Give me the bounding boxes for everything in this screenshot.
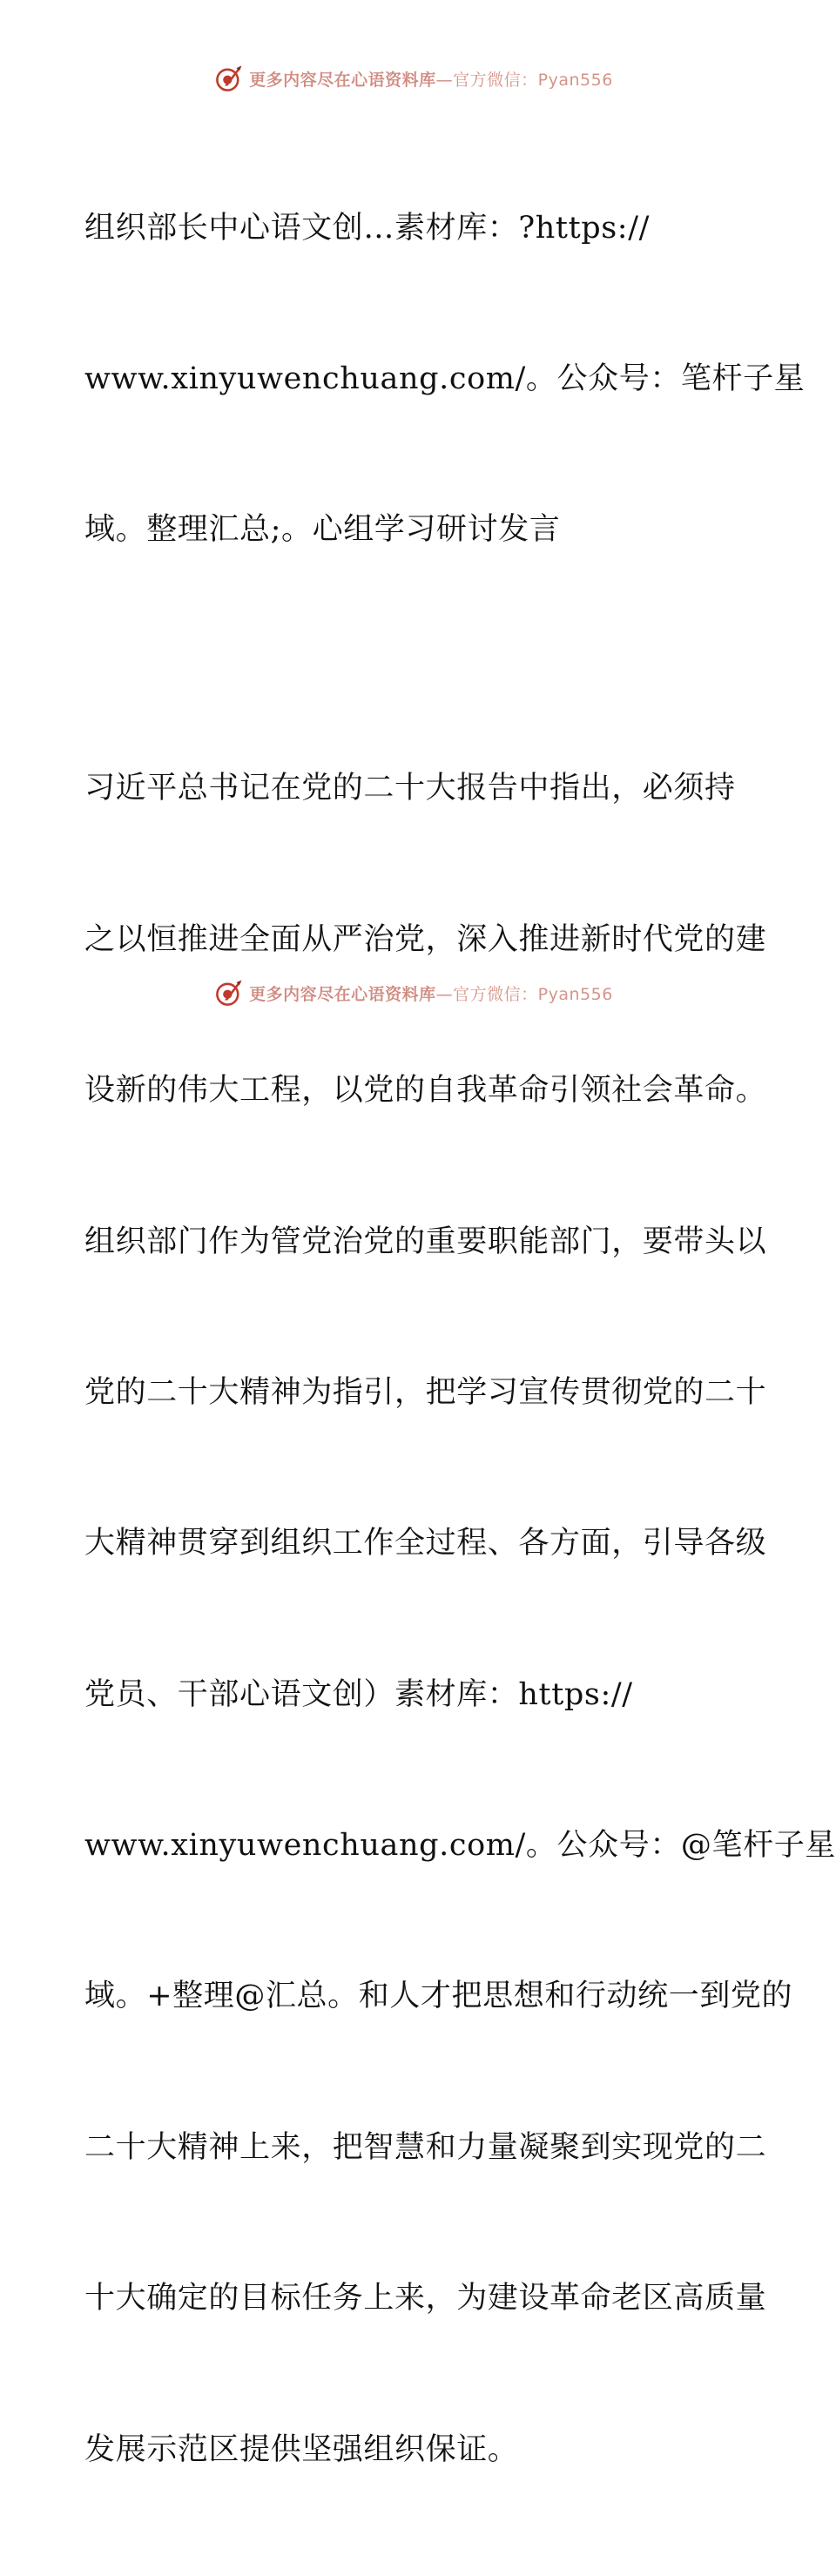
paragraph-line: 发展示范区提供坚强组织保证。 xyxy=(84,2431,519,2467)
quill-pen-circle-logo-icon xyxy=(214,64,244,93)
header-banner-text xyxy=(249,67,613,91)
footer-banner-main: 更多内容尽在心语资料库 xyxy=(249,984,436,1004)
paragraph-line: 党的二十大精神为指引，把学习宣传贯彻党的二十 xyxy=(84,1374,767,1410)
paragraph-line: 组织部长中心语文创…素材库：?https:// xyxy=(84,210,650,246)
paragraph-line: 二十大精神上来，把智慧和力量凝聚到实现党的二 xyxy=(84,2129,767,2165)
footer-banner-wechat: 官方微信：Pyan556 xyxy=(453,984,613,1004)
paragraph-line: www.xinyuwenchuang.com/。公众号：笔杆子星 xyxy=(84,361,806,396)
header-banner xyxy=(0,61,827,96)
paragraph-line: 党员、干部心语文创）素材库：https:// xyxy=(84,1676,633,1712)
header-banner-wechat: 官方微信：Pyan556 xyxy=(453,70,613,90)
paragraph-line: 习近平总书记在党的二十大报告中指出，必须持 xyxy=(84,771,736,806)
quill-pen-circle-logo-icon xyxy=(214,978,244,1008)
header-banner-separator: — xyxy=(435,70,454,90)
paragraph-line: 域。+整理@汇总。和人才把思想和行动统一到党的 xyxy=(84,1979,793,2014)
document-body xyxy=(84,103,836,2576)
paragraph-line: 大精神贯穿到组织工作全过程、各方面，引导各级 xyxy=(84,1526,767,1561)
paragraph-2 xyxy=(84,664,836,2576)
footer-banner xyxy=(0,975,827,1010)
paragraph-line: 组织部门作为管党治党的重要职能部门，要带头以 xyxy=(84,1224,767,1259)
footer-banner-text xyxy=(249,981,613,1005)
paragraph-line: 之以恒推进全面从严治党，深入推进新时代党的建 xyxy=(84,921,767,957)
paragraph-line: 域。整理汇总;。心组学习研讨发言 xyxy=(84,512,561,548)
paragraph-1 xyxy=(84,103,806,657)
paragraph-line: 十大确定的目标任务上来，为建设革命老区高质量 xyxy=(84,2281,767,2316)
header-banner-main: 更多内容尽在心语资料库 xyxy=(249,70,436,90)
paragraph-line: www.xinyuwenchuang.com/。公众号：@笔杆子星 xyxy=(84,1828,836,1864)
footer-banner-separator: — xyxy=(435,984,454,1004)
paragraph-line: 设新的伟大工程，以党的自我革命引领社会革命。 xyxy=(84,1073,767,1109)
